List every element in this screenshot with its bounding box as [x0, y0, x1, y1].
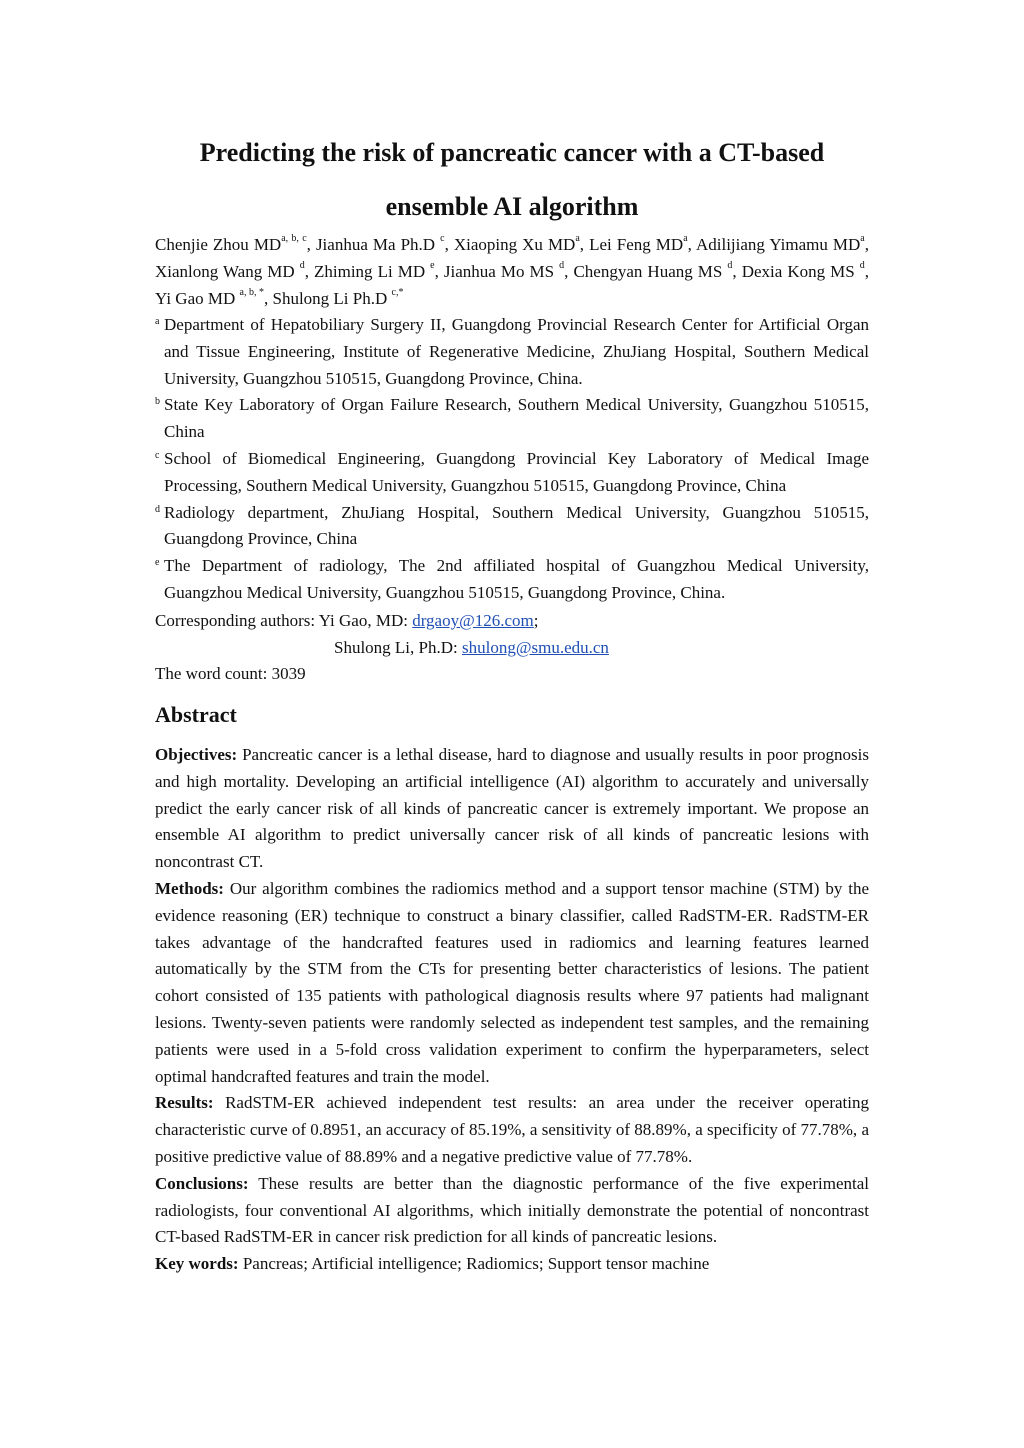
section-text: Our algorithm combines the radiomics method and a support tensor machine (STM) by the evidence reasoning (ER) technique to construct a binary classifier, called RadSTM-ER. RadSTM-ER takes advantage of the handcrafted features used in radiomics and learning features learned automatically by the STM from the CTs for presenting better characteristics of lesions. The patient cohort consisted of 135 patients with pathological diagnosis results where 97 patients had malignant lesions. Twenty-seven patients were randomly selected as independent test samples, and the remaining patients were used in a 5-fold cross validation experiment to confirm the hyperparameters, select optimal handcrafted features and train the model.: [155, 878, 869, 1086]
affiliation-mark: d: [155, 503, 160, 515]
author-affil-mark: c: [440, 233, 445, 245]
abstract-keywords: [155, 1251, 869, 1278]
author-affil-mark: d: [859, 260, 865, 272]
abstract-results: [155, 1090, 869, 1170]
author-name: Xianlong Wang MD: [155, 261, 300, 281]
author-name: Xiaoping Xu MD: [453, 235, 576, 254]
section-text: Pancreas; Artificial intelligence; Radiomics; Support tensor machine: [238, 1254, 710, 1274]
corresponding-line2: [155, 635, 869, 662]
paper-title-line2: ensemble AI algorithm: [385, 192, 639, 221]
corresponding-author2: Shulong Li, Ph.D:: [334, 637, 462, 657]
author-separator: ,: [864, 261, 870, 281]
author-affil-mark: a: [860, 233, 865, 245]
author: [454, 235, 589, 254]
author-name: Shulong Li Ph.D: [272, 288, 392, 308]
author-affil-mark: d: [727, 260, 733, 272]
email-link-li[interactable]: shulong@smu.edu.cn: [462, 637, 609, 657]
author: [589, 235, 696, 254]
author: [573, 262, 741, 281]
author: [314, 262, 444, 281]
author-affil-mark: d: [559, 260, 565, 272]
paper-title-line1: Predicting the risk of pancreatic cancer with a CT-based: [199, 138, 825, 167]
section-text: RadSTM-ER achieved independent test results: an area under the receiver operating characteristic curve of 0.8951, an accuracy of 85.19%, a sensitivity of 88.89%, a specificity of 77.78%, a positive predictive value of 88.89% and a negative predictive value of 77.78%.: [155, 1093, 869, 1166]
author-list: [155, 232, 869, 312]
author-affil-mark: c,*: [391, 286, 404, 298]
author: [696, 235, 869, 254]
author-separator: ,: [579, 235, 590, 254]
affiliation-item: [155, 500, 869, 554]
affiliation-item: [155, 553, 869, 607]
author: [316, 235, 454, 254]
abstract-conclusions: [155, 1171, 869, 1251]
word-count: The word count: 3039: [155, 664, 306, 684]
author-separator: ,: [564, 261, 574, 281]
section-text: These results are better than the diagnostic performance of the five experimental radiologists, four conventional AI algorithms, which initially demonstrate the potential of noncontrast CT-based RadSTM-ER in cancer risk prediction for all kinds of pancreatic lesions.: [155, 1173, 869, 1247]
author-separator: ,: [306, 235, 316, 254]
author: [155, 262, 314, 281]
author-name: Jianhua Mo MS: [443, 261, 560, 281]
affiliation-text: The Department of radiology, The 2nd affiliated hospital of Guangzhou Medical University, Guangzhou Medical University, Guangzhou 510515, Guangdong Province, China.: [164, 556, 869, 602]
author-name: Chenjie Zhou MD: [155, 235, 282, 254]
affiliation-mark: a: [155, 316, 160, 327]
corresponding-label: Corresponding authors:: [155, 610, 319, 630]
affiliation-list: [155, 312, 869, 688]
author-separator: ,: [732, 261, 742, 281]
author-separator: ,: [444, 235, 454, 254]
email-link-gao[interactable]: drgaoy@126.com: [412, 610, 534, 630]
author-name: Adilijiang Yimamu MD: [695, 235, 861, 254]
affiliation-text: Department of Hepatobiliary Surgery II, Guangdong Provincial Research Center for Artificial Organ and Tissue Engineering, Institute of Regenerative Medicine, ZhuJiang Hospital, Southern Medical University, Guangzhou 510515, Guangdong Province, China.: [164, 315, 869, 388]
author-affil-mark: d: [299, 260, 305, 272]
author-name: Chengyan Huang MS: [573, 261, 728, 281]
affiliation-mark: c: [155, 449, 160, 461]
email1-suffix: ;: [533, 610, 539, 630]
author-affil-mark: a, b, *: [239, 286, 264, 298]
section-label: Key words:: [155, 1254, 239, 1274]
section-text: Pancreatic cancer is a lethal disease, hard to diagnose and usually results in poor prognosis and high mortality. Developing an artificial intelligence (AI) algorithm to accurately and universally predict the early cancer risk of all kinds of pancreatic cancer is extremely important. We propose an ensemble AI algorithm to predict universally cancer risk of all kinds of pancreatic lesions with noncontrast CT.: [155, 745, 869, 872]
affiliation-text: Radiology department, ZhuJiang Hospital, Southern Medical University, Guangzhou 510515, Guangdong Province, China: [164, 502, 869, 549]
affiliation-item: [155, 446, 869, 500]
author-affil-mark: a: [683, 233, 688, 245]
abstract-objectives: [155, 742, 869, 876]
affiliation-text: State Key Laboratory of Organ Failure Research, Southern Medical University, Guangzhou 510515, China: [164, 395, 869, 442]
affiliation-item: [155, 312, 869, 392]
corresponding-line1: [155, 608, 869, 635]
author-affil-mark: a: [575, 233, 580, 245]
section-label: Conclusions:: [155, 1173, 249, 1193]
author-separator: ,: [864, 235, 869, 254]
corresponding-author1: Yi Gao, MD:: [318, 610, 413, 630]
author-affil-mark: e: [430, 260, 435, 272]
affiliation-mark: e: [155, 557, 160, 569]
abstract-heading: Abstract: [155, 702, 237, 727]
corresponding-authors: [155, 608, 869, 662]
author: [444, 262, 574, 281]
author-name: Jianhua Ma Ph.D: [315, 235, 441, 254]
section-label: Methods:: [155, 878, 224, 898]
author: [272, 286, 404, 308]
abstract-methods: [155, 876, 869, 1090]
author-affil-mark: a, b, c: [281, 233, 307, 245]
author: [742, 262, 869, 281]
section-label: Objectives:: [155, 745, 238, 764]
author-name: Lei Feng MD: [589, 235, 684, 254]
affiliation-item: [155, 392, 869, 446]
author: [155, 235, 316, 254]
author-name: Dexia Kong MS: [741, 261, 860, 281]
author-separator: ,: [263, 288, 273, 308]
author: [155, 286, 273, 308]
author-name: Yi Gao MD: [155, 288, 240, 308]
section-label: Results:: [155, 1093, 214, 1113]
abstract-body: [155, 742, 869, 1278]
author-separator: ,: [434, 261, 444, 281]
author-name: Zhiming Li MD: [314, 261, 431, 281]
affiliation-text: School of Biomedical Engineering, Guangdong Provincial Key Laboratory of Medical Image Processing, Southern Medical University, Guangzhou 510515, Guangdong Province, China: [164, 448, 869, 495]
author-separator: ,: [687, 235, 696, 254]
affiliation-mark: b: [155, 396, 160, 408]
author-separator: ,: [304, 261, 314, 281]
